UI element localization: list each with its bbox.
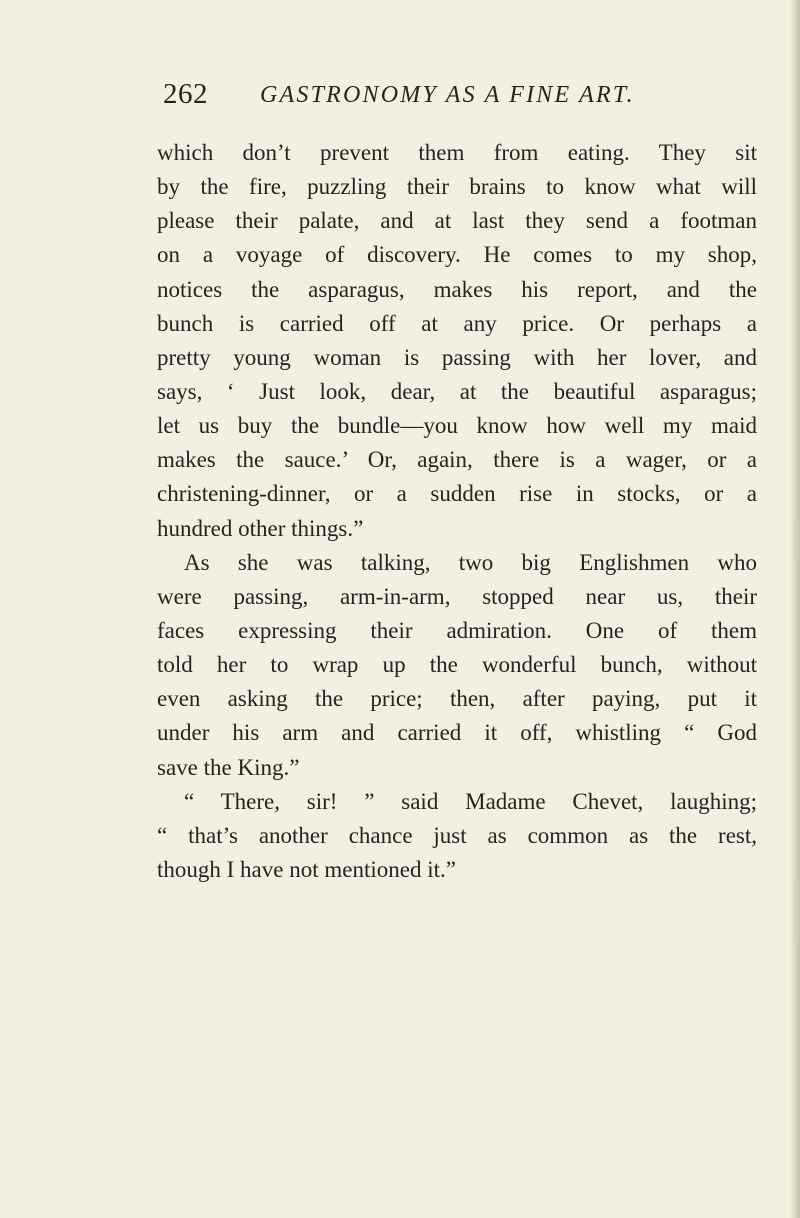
text-line: says, ‘ Just look, dear, at the beautiful asparagus; — [157, 378, 757, 404]
text-line: even asking the price; then, after paying, put it — [157, 686, 757, 712]
text-line: hundred other things.” — [157, 515, 364, 541]
text-line: were passing, arm-in-arm, stopped near us, their — [157, 583, 757, 609]
text-line: please their palate, and at last they send a footman — [157, 208, 757, 234]
text-line: pretty young woman is passing with her lover, and — [157, 344, 757, 370]
page-edge-mark — [794, 880, 797, 940]
text-line: As she was talking, two big Englishmen who — [184, 549, 757, 575]
text-line: though I have not mentioned it.” — [157, 856, 456, 882]
text-line: “ that’s another chance just as common as the rest, — [157, 822, 757, 848]
text-line: by the fire, puzzling their brains to know what will — [157, 174, 757, 200]
running-title: GASTRONOMY AS A FINE ART. — [260, 82, 635, 108]
text-line: let us buy the bundle—you know how well my maid — [157, 413, 757, 439]
text-line: makes the sauce.’ Or, again, there is a wager, or a — [157, 447, 757, 473]
page-edge-mark — [794, 520, 797, 560]
text-line: bunch is carried off at any price. Or perhaps a — [157, 310, 757, 336]
text-line: under his arm and carried it off, whistling “ God — [157, 720, 757, 746]
text-line: on a voyage of discovery. He comes to my shop, — [157, 242, 757, 268]
body-text — [157, 136, 757, 887]
page-edge — [790, 0, 800, 1218]
text-line: notices the asparagus, makes his report, and the — [157, 276, 757, 302]
text-line: christening-dinner, or a sudden rise in stocks, or a — [157, 481, 757, 507]
text-line: told her to wrap up the wonderful bunch, without — [157, 652, 757, 678]
text-line: save the King.” — [157, 754, 300, 780]
text-line: “ There, sir! ” said Madame Chevet, laughing; — [184, 788, 757, 814]
text-line: which don’t prevent them from eating. They sit — [157, 140, 757, 165]
running-head — [163, 76, 693, 112]
page-number: 262 — [163, 78, 208, 110]
text-line: faces expressing their admiration. One of them — [157, 617, 757, 643]
